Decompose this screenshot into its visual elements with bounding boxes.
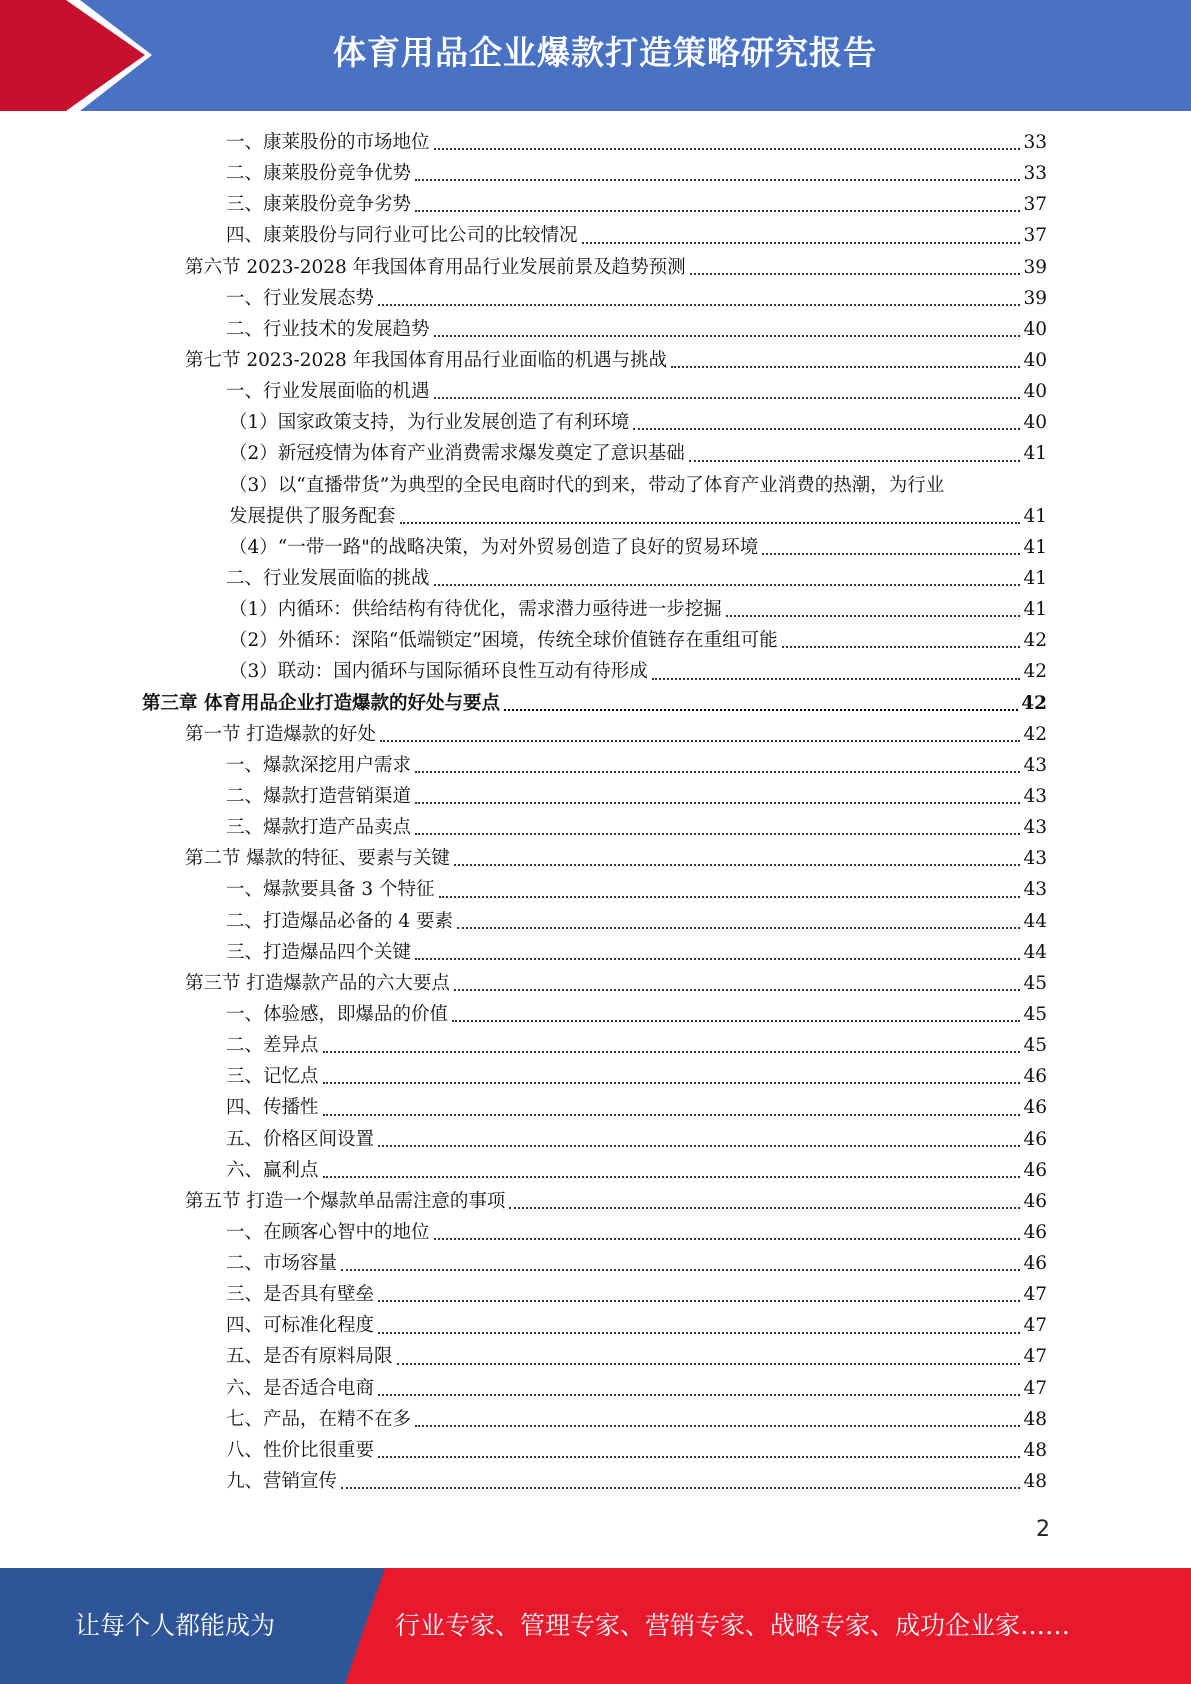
toc-entry[interactable] [0,1310,1191,1341]
toc-entry[interactable] [0,189,1191,220]
toc-entry[interactable] [0,719,1191,750]
toc-entry-page: 46 [1023,1128,1047,1150]
toc-entry[interactable] [0,1342,1191,1373]
toc-dot-leader [415,771,1020,773]
toc-dot-leader [726,615,1021,617]
toc-entry-title: 五、价格区间设置 [226,1128,375,1150]
toc-entry[interactable] [0,1061,1191,1092]
toc-dot-leader [378,1332,1020,1334]
toc-dot-leader [415,802,1020,804]
toc-entry-title: 一、行业发展面临的机遇 [226,381,430,403]
toc-entry[interactable] [0,314,1191,345]
toc-entry-title: 二、打造爆品必备的 4 要素 [226,910,454,932]
toc-entry-page: 40 [1023,349,1047,371]
toc-entry-title: 二、市场容量 [226,1253,338,1275]
toc-entry-page: 41 [1023,443,1047,465]
toc-dot-leader [434,1238,1021,1240]
toc-entry-title: 二、行业技术的发展趋势 [226,318,430,340]
toc-entry[interactable] [0,1435,1191,1466]
toc-entry-title: 六、是否适合电商 [226,1377,375,1399]
toc-entry-page: 43 [1023,879,1047,901]
toc-entry-page: 42 [1021,692,1047,714]
toc-entry[interactable] [0,252,1191,283]
toc-dot-leader [690,273,1021,275]
toc-entry-title: 第二节 爆款的特征、要素与关键 [185,848,450,870]
toc-dot-leader [439,896,1021,898]
toc-entry[interactable] [0,376,1191,407]
toc-dot-leader [689,460,1021,462]
toc-dot-leader [400,522,1021,524]
toc-entry[interactable] [0,1124,1191,1155]
toc-dot-leader [415,179,1020,181]
toc-dot-leader [434,148,1021,150]
toc-dot-leader [397,1363,1021,1365]
toc-entry[interactable] [0,127,1191,158]
toc-entry[interactable] [0,563,1191,594]
footer-slogan-right: 行业专家、管理专家、营销专家、战略专家、成功企业家…… [395,1611,1071,1640]
toc-entry-page: 41 [1023,536,1047,558]
toc-entry-page: 47 [1023,1315,1047,1337]
toc-entry-title: 第三节 打造爆款产品的六大要点 [185,972,450,994]
toc-entry[interactable] [0,1186,1191,1217]
toc-entry-page: 39 [1023,287,1047,309]
toc-entry[interactable] [0,781,1191,812]
toc-entry-title: 一、爆款深挖用户需求 [226,754,412,776]
toc-entry-page: 46 [1023,1097,1047,1119]
toc-entry-page: 47 [1023,1284,1047,1306]
toc-dot-leader [378,1456,1020,1458]
toc-entry-page: 41 [1023,505,1047,527]
toc-entry-title: （1）内循环：供给结构有待优化，需求潜力亟待进一步挖掘 [229,599,722,621]
toc-dot-leader [415,1425,1020,1427]
toc-entry-title: 六、赢利点 [226,1159,319,1181]
toc-entry-page: 46 [1023,1066,1047,1088]
toc-entry-page: 45 [1023,1035,1047,1057]
toc-entry[interactable] [0,1248,1191,1279]
toc-entry-page: 46 [1023,1221,1047,1243]
toc-dot-leader [434,584,1021,586]
toc-entry[interactable] [0,470,1191,532]
toc-entry-title: （2）新冠疫情为体育产业消费需求爆发奠定了意识基础 [229,443,685,465]
toc-entry-title: （3）以“直播带货”为典型的全民电商时代的到来，带动了体育产业消费的热潮，为行业 [229,474,945,496]
toc-entry-page: 43 [1023,817,1047,839]
toc-entry[interactable] [0,625,1191,656]
toc-entry-page: 40 [1023,381,1047,403]
toc-dot-leader [415,210,1020,212]
toc-entry[interactable] [0,1404,1191,1435]
toc-entry-page: 39 [1023,256,1047,278]
toc-entry-title: 第五节 打造一个爆款单品需注意的事项 [185,1190,506,1212]
toc-entry-page: 44 [1023,910,1047,932]
toc-dot-leader [434,335,1021,337]
toc-entry-title: （3）联动：国内循环与国际循环良性互动有待形成 [229,661,648,683]
toc-entry-page: 33 [1023,163,1047,185]
toc-entry-title: 八、性价比很重要 [226,1439,375,1461]
toc-entry-page: 42 [1023,661,1047,683]
toc-entry-page: 42 [1023,630,1047,652]
toc-entry[interactable] [0,812,1191,843]
toc-entry-title: 九、营销宣传 [226,1471,338,1493]
toc-entry-page: 37 [1023,194,1047,216]
toc-dot-leader [454,864,1021,866]
toc-entry[interactable] [0,594,1191,625]
toc-dot-leader [323,1051,1021,1053]
toc-dot-leader [671,366,1020,368]
toc-dot-leader [457,927,1020,929]
toc-dot-leader [378,1394,1020,1396]
toc-entry-title: 一、体验感，即爆品的价值 [226,1003,449,1025]
toc-dot-leader [341,1487,1020,1489]
toc-entry-page: 37 [1023,225,1047,247]
toc-entry-title: 一、行业发展态势 [226,287,375,309]
toc-dot-leader [454,989,1021,991]
toc-entry-title-continued: 发展提供了服务配套 [229,505,396,527]
toc-entry-page: 43 [1023,785,1047,807]
toc-entry-title: 二、爆款打造营销渠道 [226,785,412,807]
toc-entry-title: 二、康莱股份竞争优势 [226,163,412,185]
toc-entry[interactable] [0,158,1191,189]
toc-dot-leader [415,833,1020,835]
toc-dot-leader [323,1176,1021,1178]
toc-dot-leader [452,1020,1020,1022]
toc-entry-title: 第七节 2023-2028 年我国体育用品行业面临的机遇与挑战 [185,349,668,371]
toc-entry[interactable] [0,843,1191,874]
toc-dot-leader [415,958,1020,960]
page-footer [0,1568,1191,1684]
toc-entry-page: 45 [1023,1003,1047,1025]
toc-entry-title: 第六节 2023-2028 年我国体育用品行业发展前景及趋势预测 [185,256,686,278]
toc-entry-title: 一、在顾客心智中的地位 [226,1221,430,1243]
toc-entry-page: 44 [1023,941,1047,963]
toc-dot-leader [323,1114,1021,1116]
toc-entry[interactable] [0,1466,1191,1497]
toc-entry-title: 三、康莱股份竞争劣势 [226,194,412,216]
toc-entry-page: 40 [1023,318,1047,340]
toc-entry-title: 第三章 体育用品企业打造爆款的好处与要点 [142,692,500,714]
toc-entry-page: 47 [1023,1346,1047,1368]
toc-dot-leader [323,1082,1021,1084]
toc-entry-title: 三、爆款打造产品卖点 [226,817,412,839]
toc-entry-page: 43 [1023,848,1047,870]
toc-dot-leader [378,1300,1020,1302]
toc-entry-page: 46 [1023,1159,1047,1181]
toc-entry[interactable] [0,1279,1191,1310]
toc-entry-page: 46 [1023,1253,1047,1275]
toc-entry[interactable] [0,656,1191,687]
toc-entry[interactable] [0,532,1191,563]
toc-entry-title: 四、可标准化程度 [226,1315,375,1337]
toc-entry[interactable] [0,1217,1191,1248]
toc-entry[interactable] [0,438,1191,469]
toc-dot-leader [378,1145,1020,1147]
toc-entry-title: 一、爆款要具备 3 个特征 [226,879,435,901]
toc-dot-leader [341,1269,1020,1271]
toc-entry-page: 41 [1023,599,1047,621]
toc-entry[interactable] [0,407,1191,438]
toc-entry-title: 三、打造爆品四个关键 [226,941,412,963]
toc-entry-page: 40 [1023,412,1047,434]
toc-entry-title: 七、产品，在精不在多 [226,1408,412,1430]
toc-entry-title: （1）国家政策支持，为行业发展创造了有利环境 [229,412,630,434]
toc-dot-leader [378,304,1020,306]
toc-entry-page: 45 [1023,972,1047,994]
toc-dot-leader [509,1207,1020,1209]
report-title: 体育用品企业爆款打造策略研究报告 [333,33,877,72]
toc-dot-leader [582,242,1021,244]
toc-entry[interactable] [0,999,1191,1030]
toc-dot-leader [762,553,1020,555]
toc-entry-title: 五、是否有原料局限 [226,1346,393,1368]
toc-entry-page: 42 [1023,723,1047,745]
toc-entry[interactable] [0,937,1191,968]
toc-entry[interactable] [0,968,1191,999]
toc-entry-page: 41 [1023,567,1047,589]
toc-entry-page: 46 [1023,1190,1047,1212]
toc-entry[interactable] [0,220,1191,251]
toc-entry-page: 48 [1023,1408,1047,1430]
toc-entry-title: （4）“一带一路"的战略决策，为对外贸易创造了良好的贸易环境 [229,536,759,558]
toc-entry[interactable] [0,1092,1191,1123]
toc-entry-title: 四、康莱股份与同行业可比公司的比较情况 [226,225,578,247]
page-number: 2 [1036,1517,1050,1542]
toc-dot-leader [380,740,1021,742]
toc-entry[interactable] [0,345,1191,376]
page-header [0,0,1191,111]
toc-entry-page: 47 [1023,1377,1047,1399]
toc-entry[interactable] [0,1030,1191,1061]
footer-slogan-left: 让每个人都能成为 [74,1611,275,1640]
toc-entry-title: 三、记忆点 [226,1066,319,1088]
toc-entry[interactable] [0,1373,1191,1404]
toc-entry[interactable] [0,750,1191,781]
toc-entry-title: 第一节 打造爆款的好处 [185,723,376,745]
toc-entry-title: 四、传播性 [226,1097,319,1119]
toc-entry[interactable] [0,688,1191,719]
toc-dot-leader [434,397,1021,399]
toc-entry-title: 二、差异点 [226,1035,319,1057]
toc-dot-leader [652,678,1021,680]
toc-entry-title: 二、行业发展面临的挑战 [226,567,430,589]
toc-entry-title: 一、康莱股份的市场地位 [226,131,430,153]
toc-entry-title: （2）外循环：深陷“低端锁定”困境，传统全球价值链存在重组可能 [229,630,778,652]
toc-entry-page: 43 [1023,754,1047,776]
toc-entry-title: 三、是否具有壁垒 [226,1284,375,1306]
toc-entry[interactable] [0,906,1191,937]
toc-entry[interactable] [0,283,1191,314]
toc-entry-page: 48 [1023,1471,1047,1493]
toc-entry-page: 33 [1023,131,1047,153]
toc-dot-leader [504,709,1018,711]
table-of-contents [0,127,1191,1497]
toc-entry[interactable] [0,874,1191,905]
toc-dot-leader [782,646,1021,648]
toc-dot-leader [633,428,1020,430]
toc-entry[interactable] [0,1155,1191,1186]
toc-entry-page: 48 [1023,1439,1047,1461]
